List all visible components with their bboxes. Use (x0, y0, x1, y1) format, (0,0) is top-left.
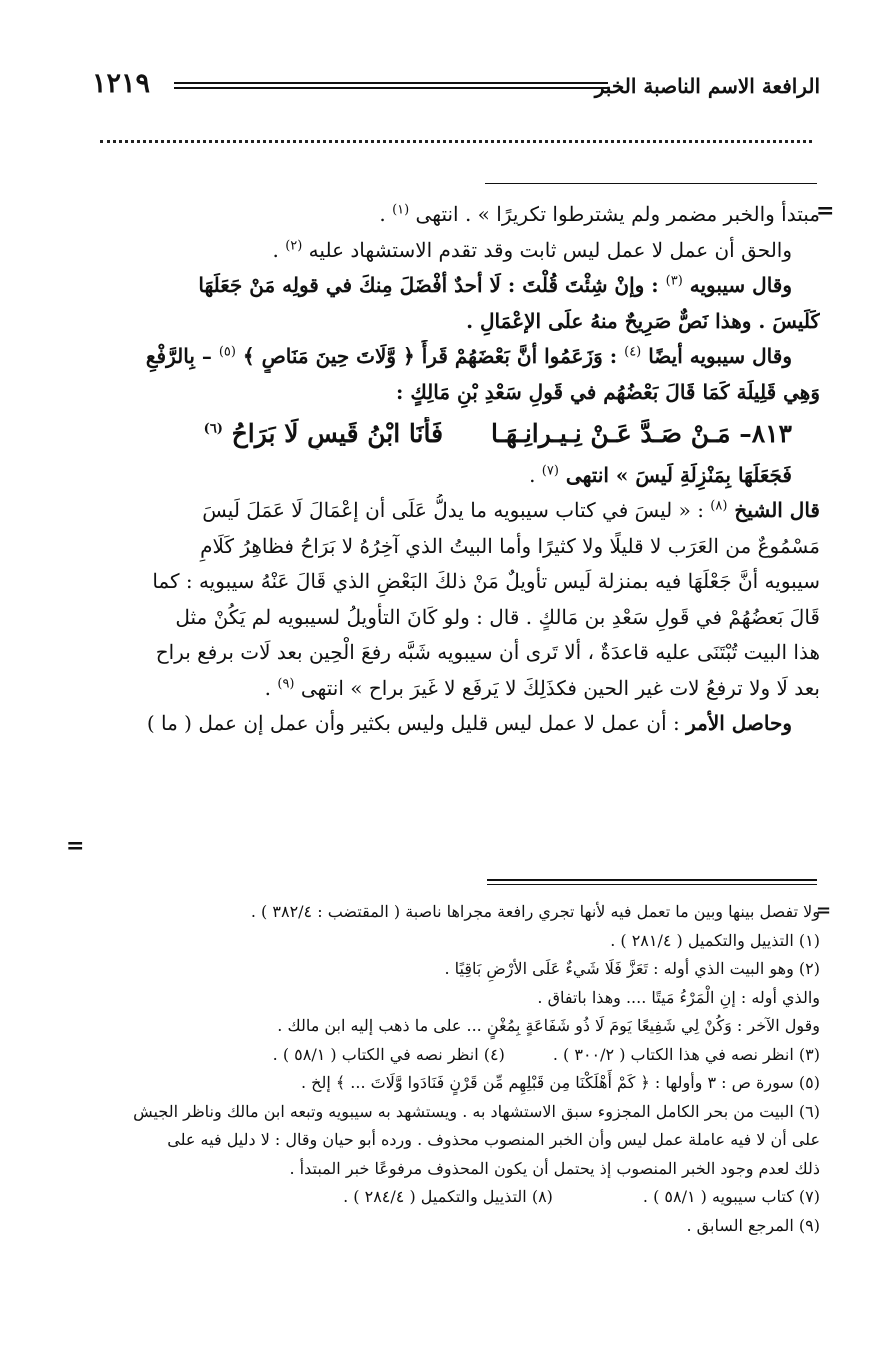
page-number: ١٢١٩ (92, 68, 151, 99)
text-line: قَالَ بَعضُهُمْ في قَولِ سَعْدِ بن مَالكٍ . قال : ولو كَانَ التأويلُ لسيبويه لم يَكُنْ مثل (175, 604, 820, 629)
header-title: الرافعة الاسم الناصبة الخبر (594, 74, 820, 98)
footnote: والذي أوله : إنِ الْمَرْءُ مَيتًا .... وهذا باتفاق . (537, 987, 820, 1007)
footnote: (٢) وهو البيت الذي أوله : تَعَزَّ فَلَا شَيءٌ عَلَى الأرْضِ بَاقِيًا . (444, 959, 820, 978)
verse-number: ٨١٣ (751, 418, 792, 448)
main-text (94, 198, 820, 743)
text-line: هذا البيت تُبْتَنَى عليه قاعدَةٌ ، ألا تَرى أن سيبويه شَبَّه رفعَ الْحِين بعد لَات برفع براح (155, 640, 820, 664)
footnote: (٧) كتاب سيبويه ( ٥٨/١ ) . (642, 1187, 820, 1206)
text-line: وحاصل الأمر : أن عمل لا عمل ليس قليل وليس بكثير وأن عمل إن عمل ( ما ) (146, 711, 792, 735)
footnote: (٦) البيت من بحر الكامل المجزوء سبق الاستشهاد به . ويستشهد به سيبويه وتبعه ابن مالك وناظر الجيش (133, 1101, 820, 1121)
footnote-ref[interactable]: (٨) (710, 498, 728, 514)
footnote-pair (100, 1183, 820, 1212)
dotted-separator (100, 140, 812, 143)
text-line: مبتدأ والخبر مضمر ولم يشترطوا تكريرًا » . انتهى $^{(١)}$ . (379, 202, 820, 226)
continuation-mark-top: = (816, 198, 835, 224)
continued-footnote-rule (485, 183, 817, 184)
text-line: قال الشيخ $^{(٨)}$ : « ليسَ في كتاب سيبويه ما يدلُّ عَلَى أن إعْمَالَ لَا عَمَلَ لَيسَ (202, 498, 820, 522)
footnote-pair (100, 1041, 820, 1070)
footnote-ref[interactable]: (٦) (203, 421, 223, 437)
text-line: والحق أن عمل لا عمل ليس ثابت وقد تقدم الاستشهاد عليه $^{(٢)}$ . (272, 237, 792, 262)
continuation-mark-notes: = (816, 900, 832, 921)
verse-first-hemistich: مَـنْ صَـدَّ عَـنْ نِـيـرانِـهَـا (491, 418, 731, 448)
continuation-mark-bottom: = (66, 833, 85, 859)
footnote: (٤) انظر نصه في الكتاب ( ٥٨/١ ) . (272, 1044, 505, 1064)
text-line: سيبويه أنَّ جَعْلَهَا فيه بمنزلة لَيس تأويلٌ مَنْ ذلكَ البَعْضِ الذي قَالَ عَنْهُ سيبويه : كما (152, 569, 820, 593)
running-header (92, 68, 820, 108)
footnote: ولا تفصل بينها وبين ما تعمل فيه لأنها تجري رافعة مجراها ناصبة ( المقتضب : ٣٨٢/٤ ) . (250, 902, 820, 921)
footnote: ذلك لعدم وجود الخبر المنصوب إذ يحتمل أن يكون المحذوف مرفوعًا خبر المبتدأ . (289, 1158, 820, 1178)
footnote: (٣) انظر نصه في هذا الكتاب ( ٣٠٠/٢ ) . (552, 1044, 820, 1064)
footnote: (٥) سورة ص : ٣ وأولها : ﴿ كَمْ أَهْلَكْنَا مِن قَبْلِهِم مِّن قَرْنٍ فَنَادَوا وَّلَاتَ ... ﴾ إلخ . (300, 1073, 820, 1092)
text-line: وقال سيبويه أيضًا $^{(٤)}$ : وَزَعَمُوا أنَّ بَعْضَهُمْ قَرأَ ﴿ وَّلَاتَ حِينَ مَنَاصٍ ﴾ $^{(٥)}$ – بِالرَّفْعِ (145, 344, 792, 368)
footnote: على أن لا فيه عاملة عمل ليس وأن الخبر المنصوب محذوف . ورده أبو حيان وقال : لا دليل فيه على (167, 1130, 820, 1149)
footnotes (100, 898, 820, 1240)
footnote: (١) التذييل والتكميل ( ٢٨١/٤ ) . (610, 930, 820, 950)
footnote: (٨) التذييل والتكميل ( ٢٨٤/٤ ) . (343, 1187, 553, 1206)
footnote-ref[interactable]: (٥) (218, 344, 236, 360)
text-line: بعد لَا ولا ترفعُ لات غير الحين فكذَلِكَ لا يَرفَع لا غَيرَ براح » انتهى $^{(٩)}$ . (264, 675, 820, 700)
footnote-ref[interactable]: (٩) (277, 675, 295, 691)
poetry-verse: ٨١٣– مَـنْ صَـدَّ عَـنْ نِـيـرانِـهَـافَأنَا ابْنُ قَيسٍ لَا بَرَاحُ $^{(٦)}$ (203, 418, 792, 448)
header-rule (174, 82, 608, 89)
footnote-ref[interactable]: (٧) (541, 462, 559, 478)
footnote-rule (487, 879, 817, 885)
footnote-ref[interactable]: (١) (392, 202, 410, 218)
text-line: وقال سيبويه $^{(٣)}$ : وإنْ شِئْتَ قُلْتَ : لَا أحدٌ أفْضَلَ مِنكَ في قولِه مَنْ جَعَلَهَا (198, 273, 792, 297)
text-line: وَهِي قَلِيلَة كَمَا قَالَ بَعْضُهُم في قَولِ سَعْدِ بْنِ مَالِكٍ : (395, 379, 820, 404)
footnote-ref[interactable]: (٢) (285, 237, 303, 253)
text-line: مَسْمُوعٌ من العَرَب لا قليلًا ولا كثيرًا وأما البيتُ الذي آخِرُهُ لا بَرَاحُ فظاهِرُ كَلَامِ (200, 533, 820, 558)
text-line: فَجَعَلَهَا بِمَنْزِلَةِ لَيسَ » انتهى $^{(٧)}$ . (529, 462, 792, 487)
footnote: وقول الآخر : وَكُنْ لِي شَفِيعًا يَومَ لَا ذُو شَفَاعَةٍ بِمُغْنٍ ... على ما ذهب إليه ابن مالك . (277, 1016, 820, 1035)
text-line: كَلَيسَ . وهذا نَصٌّ صَرِيحٌ منهُ علَى الإعْمَالِ . (466, 308, 820, 333)
footnote-ref[interactable]: (٣) (665, 273, 683, 289)
footnote-ref[interactable]: (٤) (624, 344, 642, 360)
verse-second-hemistich: فَأنَا ابْنُ قَيسٍ لَا بَرَاحُ (231, 418, 444, 448)
footnote: (٩) المرجع السابق . (686, 1215, 820, 1235)
